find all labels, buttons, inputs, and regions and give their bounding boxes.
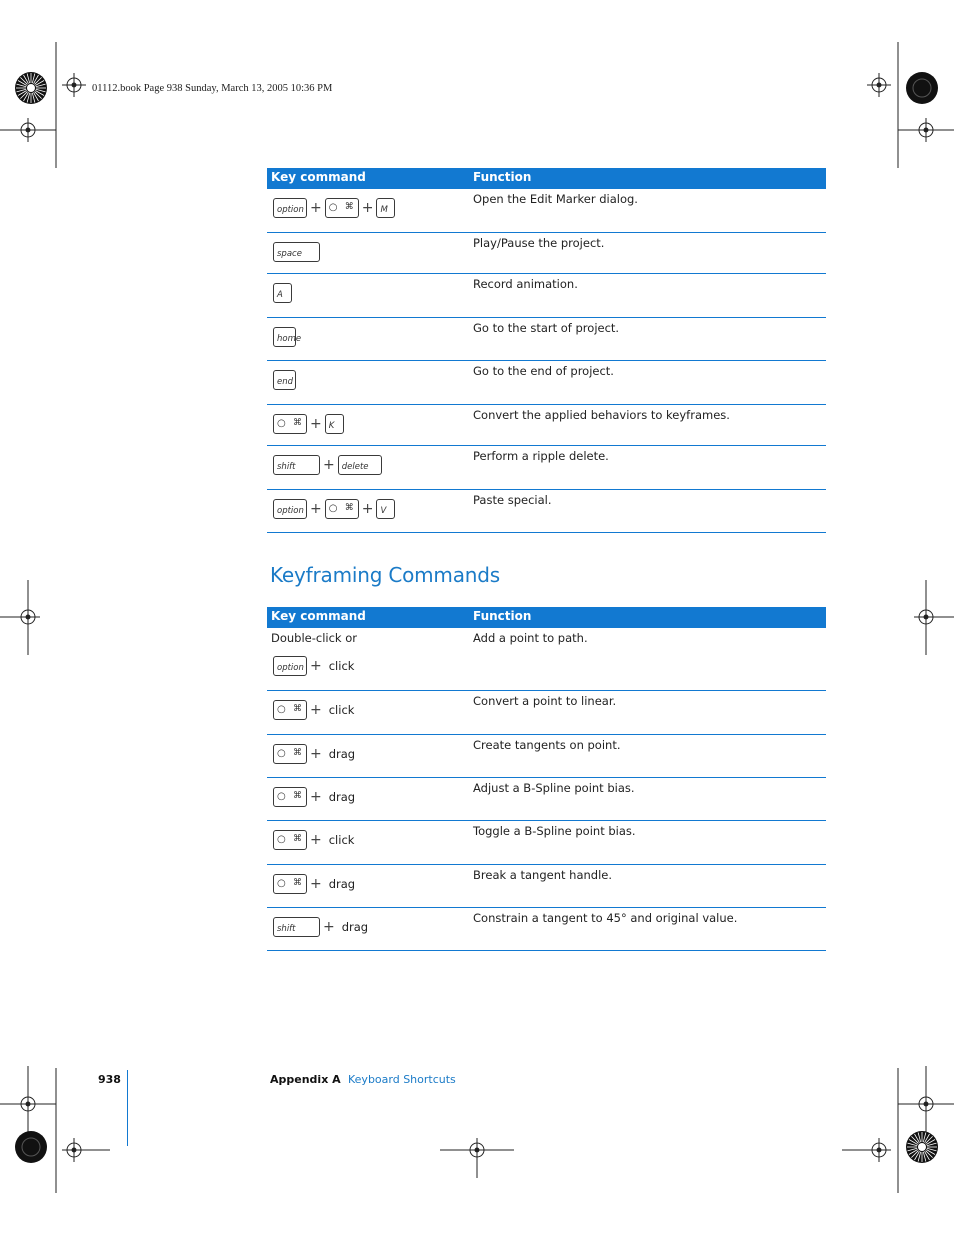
apple-icon: ○ — [277, 878, 286, 889]
key-home — [273, 327, 302, 347]
function-description: Paste special. — [473, 493, 552, 507]
plus-icon: + — [310, 416, 322, 432]
key-space — [273, 242, 320, 262]
page-number: 938 — [98, 1073, 121, 1086]
apple-icon: ○ — [277, 748, 286, 759]
command-symbol-icon: ⌘ — [293, 704, 302, 714]
function-description: Adjust a B-Spline point bias. — [473, 781, 635, 795]
mouse-action: drag — [341, 920, 369, 934]
key-combination — [273, 499, 395, 519]
plus-icon: + — [310, 200, 322, 216]
function-description: Create tangents on point. — [473, 738, 621, 752]
mouse-action: drag — [328, 747, 356, 761]
key-label: space — [277, 249, 302, 259]
table-row — [267, 865, 826, 908]
table-row — [267, 274, 826, 318]
key-label: shift — [277, 462, 296, 472]
table-header — [267, 168, 826, 189]
key-a — [273, 283, 292, 303]
command-key-icon — [325, 198, 359, 218]
key-combination — [273, 414, 344, 434]
plus-icon: + — [310, 832, 322, 848]
plus-icon: + — [310, 789, 322, 805]
key-delete — [338, 455, 382, 475]
command-key-icon — [273, 874, 307, 894]
command-symbol-icon: ⌘ — [293, 748, 302, 758]
key-label: K — [328, 421, 335, 431]
key-combination — [273, 656, 354, 676]
command-symbol-icon: ⌘ — [293, 834, 302, 844]
table-row — [267, 189, 826, 233]
command-key-icon — [273, 830, 307, 850]
plus-icon: + — [310, 501, 322, 517]
command-key-icon — [273, 700, 307, 720]
key-combination — [273, 917, 368, 937]
key-combination — [273, 327, 302, 347]
key-combination — [273, 455, 382, 475]
function-description: Go to the end of project. — [473, 364, 614, 378]
plus-icon: + — [323, 457, 335, 473]
key-m — [376, 198, 395, 218]
command-symbol-icon: ⌘ — [344, 503, 354, 513]
function-description: Record animation. — [473, 277, 578, 291]
command-key-icon — [325, 499, 359, 519]
apple-icon: ○ — [277, 791, 286, 802]
key-command-prefix: Double-click or — [271, 631, 358, 645]
plus-icon: + — [310, 702, 322, 718]
function-description: Perform a ripple delete. — [473, 449, 609, 463]
plus-icon: + — [310, 658, 322, 674]
shortcut-table-2 — [267, 607, 826, 951]
plus-icon: + — [310, 876, 322, 892]
command-symbol-icon: ⌘ — [293, 791, 302, 801]
mouse-action: click — [328, 659, 355, 673]
command-key-icon — [273, 787, 307, 807]
table-row — [267, 691, 826, 735]
table-row — [267, 405, 826, 446]
apple-icon: ○ — [328, 503, 338, 514]
key-label: V — [380, 506, 387, 516]
table-row — [267, 361, 826, 405]
key-combination — [273, 283, 292, 303]
key-shift — [273, 917, 320, 937]
table-row — [267, 446, 826, 490]
key-combination — [273, 370, 296, 390]
key-label: shift — [277, 924, 296, 934]
key-combination — [273, 787, 355, 807]
key-v — [376, 499, 395, 519]
key-k — [325, 414, 344, 434]
function-description: Go to the start of project. — [473, 321, 620, 335]
function-description: Open the Edit Marker dialog. — [473, 192, 638, 206]
function-description: Add a point to path. — [473, 631, 588, 645]
command-key-icon — [273, 744, 307, 764]
table-row — [267, 778, 826, 821]
key-option — [273, 656, 307, 676]
table-row — [267, 908, 826, 951]
command-symbol-icon: ⌘ — [293, 878, 302, 888]
footer-divider — [127, 1070, 128, 1146]
key-label: end — [277, 377, 294, 387]
function-description: Convert a point to linear. — [473, 694, 617, 708]
col-function: Function — [473, 609, 532, 623]
key-combination — [273, 744, 355, 764]
key-combination — [273, 198, 395, 218]
function-description: Break a tangent handle. — [473, 868, 613, 882]
key-combination — [273, 874, 355, 894]
key-end — [273, 370, 296, 390]
table-row — [267, 318, 826, 361]
mouse-action: drag — [328, 877, 356, 891]
plus-icon: + — [361, 200, 374, 216]
footer-section-link[interactable]: Keyboard Shortcuts — [348, 1073, 456, 1086]
key-label: option — [277, 663, 304, 673]
function-description: Toggle a B-Spline point bias. — [473, 824, 636, 838]
printer-slug: 01112.book Page 938 Sunday, March 13, 2005 10:36 PM — [92, 83, 333, 94]
shortcut-table-1 — [267, 168, 826, 533]
footer-appendix: Appendix A — [270, 1073, 341, 1086]
key-combination — [273, 242, 320, 262]
table-row — [267, 490, 826, 533]
key-shift — [273, 455, 320, 475]
key-combination — [273, 700, 354, 720]
col-function: Function — [473, 170, 532, 184]
function-description: Constrain a tangent to 45° and original value. — [473, 911, 738, 925]
key-option — [273, 198, 307, 218]
table-row — [267, 735, 826, 778]
col-key-command: Key command — [271, 170, 366, 184]
key-label: home — [277, 334, 302, 344]
mouse-action: click — [328, 833, 355, 847]
plus-icon: + — [323, 919, 335, 935]
table-row — [267, 821, 826, 865]
apple-icon: ○ — [328, 202, 338, 213]
key-combination — [273, 830, 354, 850]
function-description: Play/Pause the project. — [473, 236, 605, 250]
key-option — [273, 499, 307, 519]
plus-icon: + — [361, 501, 374, 517]
key-label: option — [277, 506, 304, 516]
table-row — [267, 233, 826, 274]
section-title: Keyframing Commands — [270, 563, 500, 587]
key-label: A — [277, 290, 283, 300]
table-header — [267, 607, 826, 628]
command-key-icon — [273, 414, 307, 434]
table-row — [267, 628, 826, 691]
command-symbol-icon: ⌘ — [293, 418, 302, 428]
apple-icon: ○ — [277, 704, 286, 715]
key-label: M — [380, 205, 388, 215]
command-symbol-icon: ⌘ — [344, 202, 354, 212]
mouse-action: drag — [328, 790, 356, 804]
col-key-command: Key command — [271, 609, 366, 623]
key-label: option — [277, 205, 304, 215]
key-label: delete — [341, 462, 369, 472]
mouse-action: click — [328, 703, 355, 717]
function-description: Convert the applied behaviors to keyframes. — [473, 408, 730, 422]
apple-icon: ○ — [277, 834, 286, 845]
plus-icon: + — [310, 746, 322, 762]
apple-icon: ○ — [277, 418, 286, 429]
